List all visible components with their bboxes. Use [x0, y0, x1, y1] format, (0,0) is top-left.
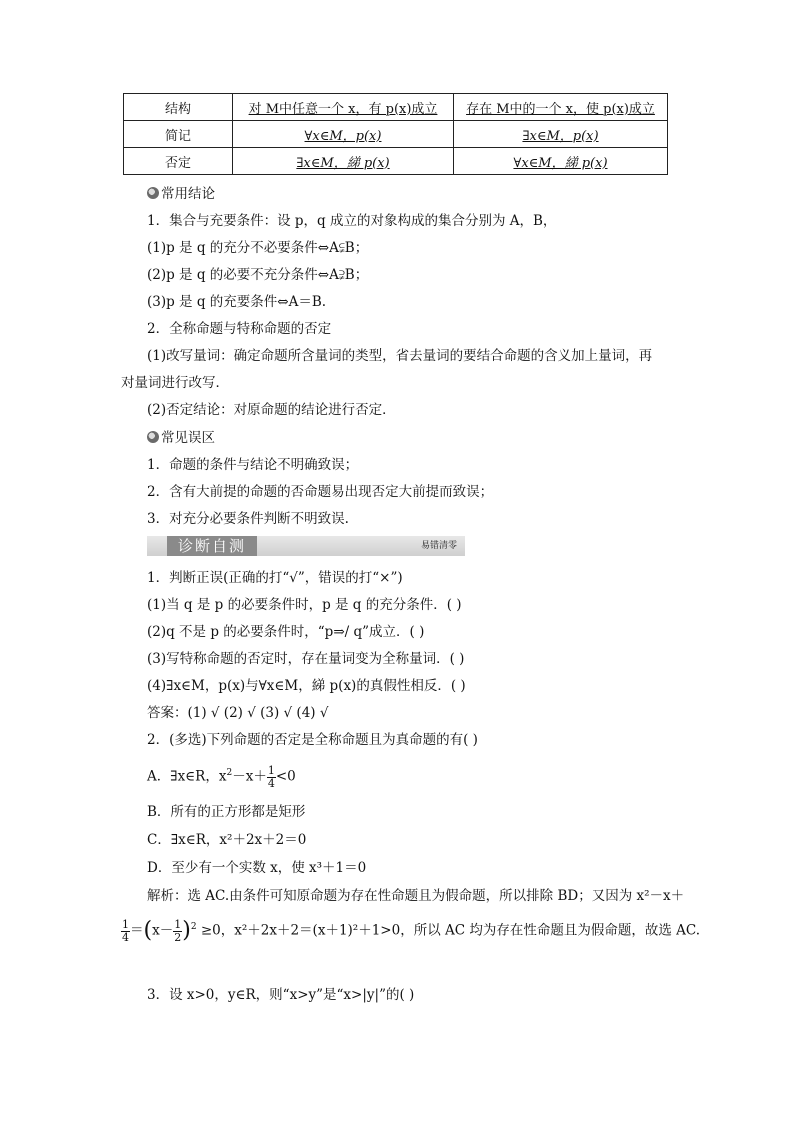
table-row — [124, 121, 668, 148]
text-line: 3．对充分必要条件判断不明致误. — [147, 511, 349, 527]
question-item: (2)q 不是 p 的必要条件时，“p⇒/ q”成立．( ) — [147, 624, 425, 640]
table-cell: 结构 — [124, 94, 233, 121]
fraction-denominator: 4 — [267, 776, 275, 790]
text-line: 2．含有大前提的命题的否命题易出现否定大前提而致误； — [147, 484, 494, 500]
question-item: (4)∃x∈M，p(x)与∀x∈M，綈 p(x)的真假性相反．( ) — [147, 678, 466, 694]
option-d: D．至少有一个实数 x，使 x³＋1＝0 — [147, 860, 367, 876]
solution-text: x－ — [152, 922, 174, 939]
bullet-icon — [147, 431, 159, 443]
paren-open: ( — [143, 918, 153, 943]
text-line: 2．全称命题与特称命题的否定 — [147, 321, 332, 337]
solution-line: $\frac{1}{4}$ ＝(x－ $\frac{1}{2}$ )$^2$ ≥0，x²＋2x＋2＝(x＋1)²＋1>0，所以 AC 均为存在性命题且为假命题，故选 AC. — [122, 917, 701, 944]
fraction — [173, 919, 182, 944]
table-cell: 否定 — [124, 148, 233, 175]
table-row — [124, 148, 668, 175]
banner-title: 诊断自测 — [167, 536, 257, 556]
table-cell: ∀x∈M，綈 p(x) — [454, 148, 668, 175]
option-text: A．∃x∈R，x — [147, 768, 227, 785]
text-line: (3)p 是 q 的充要条件⇔A＝B. — [147, 294, 327, 310]
text-line: (1)改写量词：确定命题所含量词的类型，省去量词的要结合命题的含义加上量词，再 — [147, 348, 653, 364]
option-b: B．所有的正方形都是矩形 — [147, 804, 306, 820]
question-stem: 1．判断正误(正确的打“√”，错误的打“×”) — [147, 570, 403, 586]
table-cell: ∃x∈M，綈 p(x) — [233, 148, 454, 175]
option-text: <0 — [275, 768, 296, 785]
option-a: A．∃x∈R，$x^2-x+$ $\frac{1}{4}$ <0 — [147, 763, 296, 790]
solution-text: ＝ — [130, 922, 144, 939]
text-line: (2)p 是 q 的必要不充分条件⇔A⫌B； — [147, 267, 369, 283]
section-title: 常用结论 — [161, 186, 215, 202]
fraction-numerator: 1 — [174, 917, 182, 931]
table-cell: 简记 — [124, 121, 233, 148]
table-cell: ∃x∈M，p(x) — [454, 121, 668, 148]
paren-close: ) — [182, 918, 191, 943]
fraction-numerator: 1 — [267, 763, 275, 777]
fraction-numerator: 1 — [122, 917, 129, 931]
fraction-denominator: 4 — [122, 930, 129, 944]
conclusions-heading — [147, 182, 215, 202]
question-item: (1)当 q 是 p 的必要条件时，p 是 q 的充分条件．( ) — [147, 597, 462, 613]
fraction — [267, 765, 276, 790]
option-c: C．∃x∈R，x²＋2x＋2＝0 — [147, 832, 307, 848]
question-stem: 2．(多选)下列命题的否定是全称命题且为真命题的有( ) — [147, 732, 478, 748]
table-cell: 存在 M中的一个 x，使 p(x)成立 — [454, 94, 668, 121]
answer-line: 答案：(1) √ (2) √ (3) √ (4) √ — [147, 705, 329, 721]
table-cell: ∀x∈M，p(x) — [233, 121, 454, 148]
question-stem: 3．设 x>0，y∈R，则“x>y”是“x>|y|”的( ) — [147, 987, 415, 1003]
quantifier-table — [123, 93, 668, 175]
fraction — [121, 919, 130, 944]
section-banner — [147, 536, 465, 556]
banner-tag: 易错清零 — [420, 541, 457, 551]
fraction-denominator: 2 — [174, 930, 182, 944]
table-row — [124, 94, 668, 121]
pitfalls-heading — [147, 426, 215, 446]
solution-text: ≥0，x²＋2x＋2＝(x＋1)²＋1>0，所以 AC 均为存在性命题且为假命题，故选 AC. — [200, 922, 701, 939]
question-item: (3)写特称命题的否定时，存在量词变为全称量词．( ) — [147, 651, 465, 667]
text-line: (1)p 是 q 的充分不必要条件⇔A⫋B； — [147, 240, 369, 256]
option-text: －x＋ — [232, 768, 267, 785]
text-line: 1．命题的条件与结论不明确致误； — [147, 457, 359, 473]
text-line: 对量词进行改写． — [121, 375, 229, 391]
section-title: 常见误区 — [161, 430, 215, 446]
text-line: 1．集合与充要条件：设 p，q 成立的对象构成的集合分别为 A，B， — [147, 213, 557, 229]
table-cell: 对 M中任意一个 x，有 p(x)成立 — [233, 94, 454, 121]
solution-line: 解析：选 AC.由条件可知原命题为存在性命题且为假命题，所以排除 BD；又因为 x²－x＋ — [147, 888, 685, 904]
bullet-icon — [147, 187, 159, 199]
text-line: (2)否定结论：对原命题的结论进行否定． — [147, 402, 396, 418]
